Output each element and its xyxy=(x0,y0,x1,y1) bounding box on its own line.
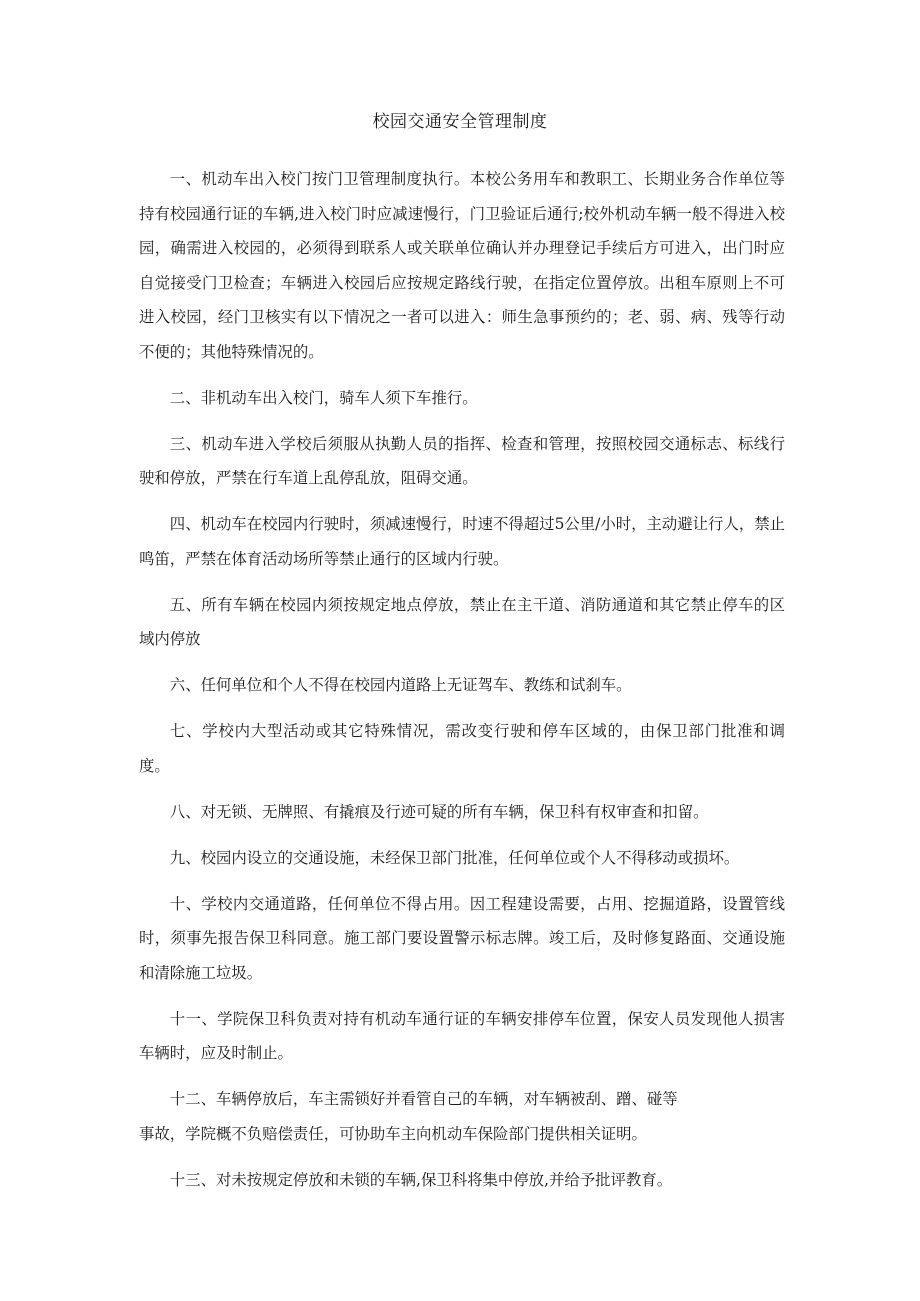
paragraph-8: 八、对无锁、无牌照、有撬痕及行迹可疑的所有车辆，保卫科有权审查和扣留。 xyxy=(169,802,709,821)
paragraph-4: 四、机动车在校园内行驶时，须减速慢行，时速不得超过5公里/小时，主动避让行人，禁止鸣笛，严禁在体育活动场所等禁止通行的区域内行驶。 xyxy=(139,515,786,568)
paragraph-11: 十一、学院保卫科负责对持有机动车通行证的车辆安排停车位置，保安人员发现他人损害车辆时，应及时制止。 xyxy=(139,1009,785,1062)
document-title: 校园交通安全管理制度 xyxy=(372,112,548,132)
paragraph-12 xyxy=(139,1082,785,1151)
paragraph-3: 三、机动车进入学校后须服从执勤人员的指挥、检查和管理，按照校园交通标志、标线行驶和停放，严禁在行车道上乱停乱放，阻碍交通。 xyxy=(139,434,785,487)
paragraph-5: 五、所有车辆在校园内须按规定地点停放，禁止在主干道、消防通道和其它禁止停车的区域内停放 xyxy=(139,595,785,648)
document-body xyxy=(139,162,785,1209)
paragraph-13: 十三、对未按规定停放和未锁的车辆,保卫科将集中停放,并给予批评教育。 xyxy=(169,1170,673,1189)
paragraph-9: 九、校园内设立的交通设施，未经保卫部门批准，任何单位或个人不得移动或损坏。 xyxy=(169,848,740,867)
paragraph-6: 六、任何单位和个人不得在校园内道路上无证驾车、教练和试刹车。 xyxy=(169,676,632,694)
paragraph-12-line-2: 事故，学院概不负赔偿责任，可协助车主向机动车保险部门提供相关证明。 xyxy=(139,1124,647,1143)
paragraph-2: 二、非机动车出入校门，骑车人须下车推行。 xyxy=(169,388,478,407)
paragraph-7: 七、学校内大型活动或其它特殊情况，需改变行驶和停车区域的，由保卫部门批准和调度。 xyxy=(139,722,785,775)
paragraph-12-line-1: 十二、车辆停放后，车主需锁好并看管自己的车辆，对车辆被刮、蹭、碰等 xyxy=(169,1090,678,1108)
paragraph-10: 十、学校内交通道路，任何单位不得占用。因工程建设需要，占用、挖掘道路，设置管线时，须事先报告保卫科同意。施工部门要设置警示标志牌。竣工后，及时修复路面、交通设施和清除施工垃圾。 xyxy=(139,894,785,982)
paragraph-1: 一、机动车出入校门按门卫管理制度执行。本校公务用车和教职工、长期业务合作单位等持有校园通行证的车辆,进入校门时应减速慢行，门卫验证后通行;校外机动车辆一般不得进入校园，确需进入校园的，必须得到联系人或关联单位确认并办理登记手续后方可进入，出门时应自觉接受门卫检查；车辆进入校园后应按规定路线行驶，在指定位置停放。出租车原则上不可进入校园，经门卫核实有以下情况之一者可以进入：师生急事预约的；老、弱、病、残等行动不便的；其他特殊情况的。 xyxy=(139,170,785,361)
